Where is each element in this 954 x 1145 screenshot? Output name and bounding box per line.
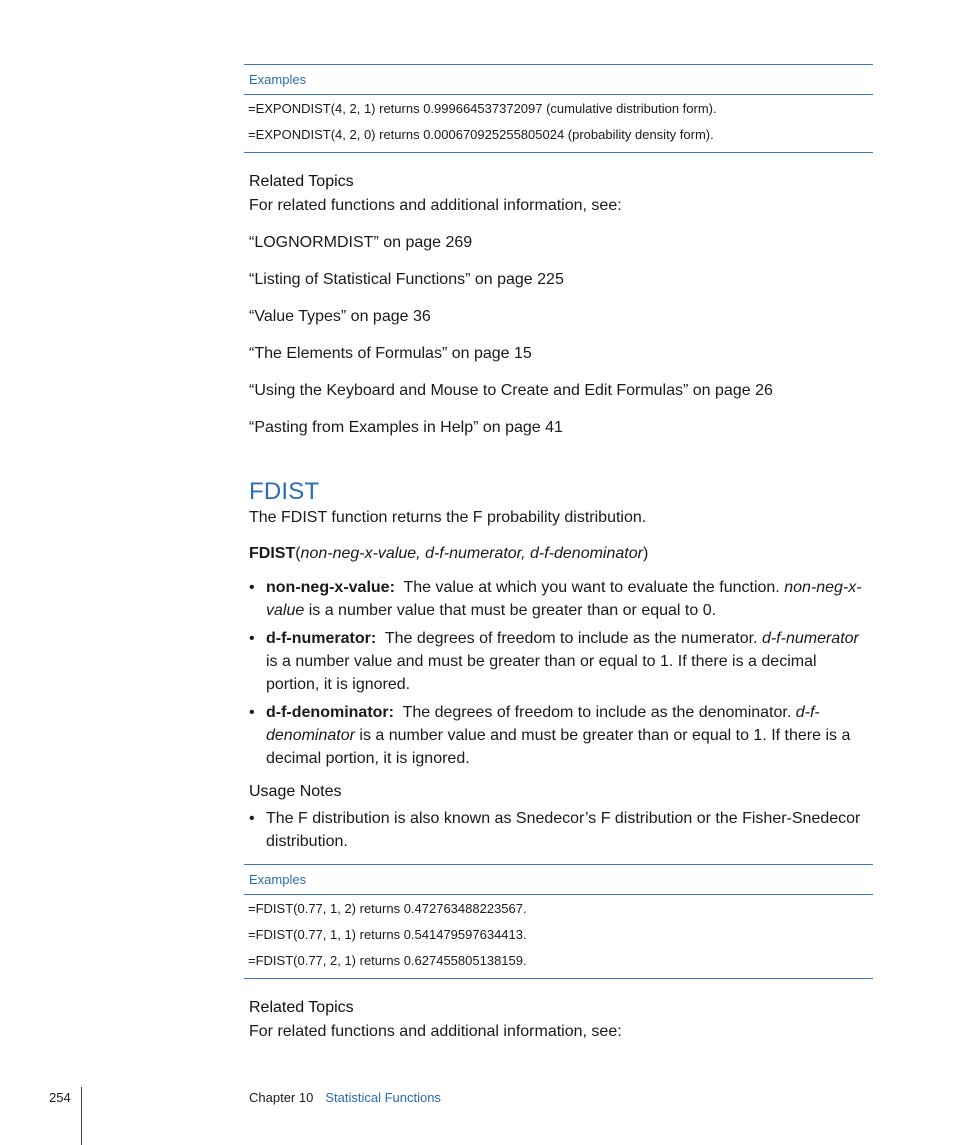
bullet-marker: • [249,630,255,647]
syntax-paren: ( [295,545,301,562]
example-line: =FDIST(0.77, 1, 1) returns 0.541479597634413. [248,927,527,942]
related-link[interactable]: “LOGNORMDIST” on page 269 [249,234,473,251]
argument-italic: value [266,602,305,619]
argument-text: The degrees of freedom to include as the numerator. [384,630,762,647]
usage-note-item [249,807,873,853]
related-topics-heading: Related Topics [249,999,354,1016]
function-syntax [249,545,648,563]
related-topics-intro: For related functions and additional information, see: [249,1023,622,1040]
argument-name: non-neg-x-value: [266,579,395,596]
related-link[interactable]: “Pasting from Examples in Help” on page 41 [249,419,563,436]
argument-text: is a number value and must be greater than or equal to 1. If there is a decimal [266,653,817,670]
argument-item [249,576,873,622]
examples-header: Examples [244,864,873,895]
argument-italic: d-f-numerator [761,630,859,647]
argument-italic: d-f- [795,704,820,721]
bullet-marker: • [249,579,255,596]
related-link[interactable]: “Using the Keyboard and Mouse to Create and Edit Formulas” on page 26 [249,382,773,399]
argument-name: d-f-numerator: [266,630,377,647]
argument-list [249,576,873,770]
examples-table [244,864,873,979]
argument-text: The value at which you want to evaluate the function. [403,579,785,596]
examples-bottom-rule [244,974,873,979]
related-link[interactable]: “The Elements of Formulas” on page 15 [249,345,532,362]
example-line: =EXPONDIST(4, 2, 0) returns 0.000670925255805024 (probability density form). [248,127,714,142]
example-line: =FDIST(0.77, 2, 1) returns 0.627455805138159. [248,953,527,968]
argument-text: is a number value that must be greater than or equal to 0. [304,602,717,619]
argument-text: portion, it is ignored. [266,676,411,693]
argument-italic: denominator [266,727,355,744]
chapter-name-link[interactable]: Statistical Functions [325,1090,441,1105]
argument-item [249,627,873,696]
syntax-arguments: non-neg-x-value, d-f-numerator, d-f-denominator [300,545,643,562]
usage-note-text: distribution. [266,833,348,850]
usage-notes-heading: Usage Notes [249,783,342,800]
footer-divider [81,1087,82,1145]
argument-text: decimal portion, it is ignored. [266,750,470,767]
chapter-label: Chapter 10 [249,1090,314,1105]
syntax-paren: ) [642,545,649,562]
usage-note-text: The F distribution is also known as Snedecor’s F distribution or the Fisher-Snedecor [266,810,861,827]
related-topics-heading: Related Topics [249,173,354,190]
argument-text: is a number value and must be greater than or equal to 1. If there is a [354,727,851,744]
examples-bottom-rule [244,148,873,153]
bullet-marker: • [249,704,255,721]
argument-italic: non-neg-x- [784,579,862,596]
page-number: 254 [49,1090,71,1105]
example-line: =EXPONDIST(4, 2, 1) returns 0.999664537372097 (cumulative distribution form). [248,101,717,116]
section-title: FDIST [249,478,320,505]
syntax-function-name: FDIST [249,545,296,562]
related-topics-intro: For related functions and additional information, see: [249,197,622,214]
usage-notes-list [249,807,873,853]
examples-table [244,64,873,153]
chapter-footer [249,1090,441,1105]
argument-name: d-f-denominator: [266,704,394,721]
argument-text: The degrees of freedom to include as the denominator. [402,704,796,721]
bullet-marker: • [249,810,255,827]
example-line: =FDIST(0.77, 1, 2) returns 0.472763488223567. [248,901,527,916]
examples-header: Examples [244,64,873,95]
related-link[interactable]: “Listing of Statistical Functions” on page 225 [249,271,564,288]
function-description: The FDIST function returns the F probability distribution. [249,509,647,526]
argument-item [249,701,873,770]
related-link[interactable]: “Value Types” on page 36 [249,308,431,325]
